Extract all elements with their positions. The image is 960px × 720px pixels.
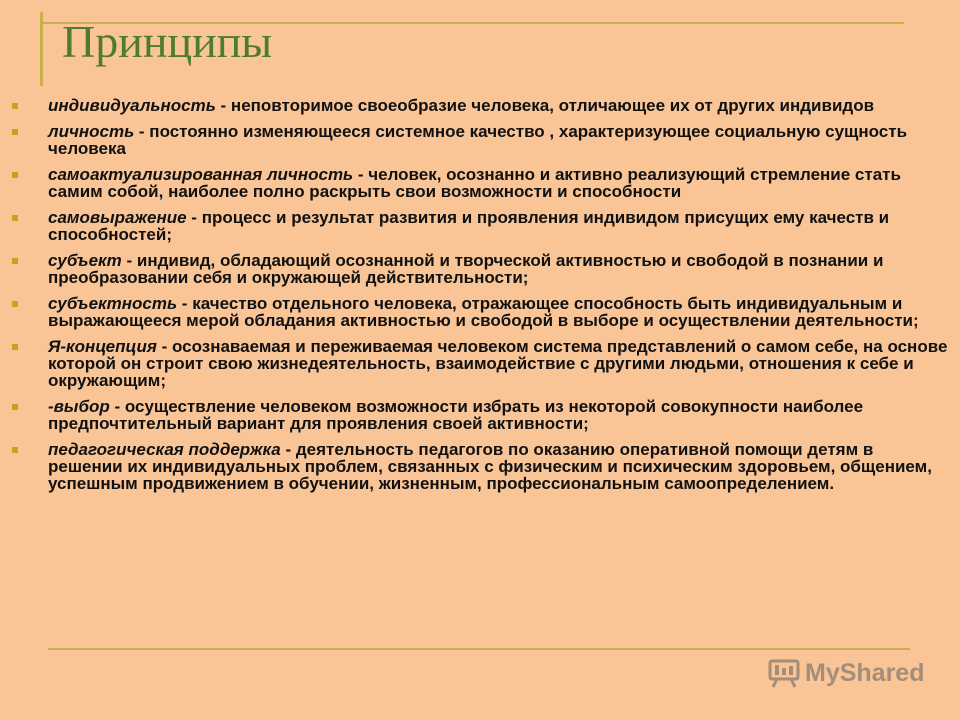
separator: - bbox=[121, 251, 137, 270]
bullet-icon bbox=[12, 344, 18, 350]
term: субъектность bbox=[48, 294, 178, 313]
definition: постоянно изменяющееся системное качество , характеризующее социальную сущность человека bbox=[48, 122, 908, 158]
bullet-icon bbox=[12, 172, 18, 178]
presentation-board-icon bbox=[767, 658, 801, 688]
list-item bbox=[0, 209, 948, 243]
list-item bbox=[0, 398, 948, 432]
list-item bbox=[0, 338, 948, 389]
bullet-icon bbox=[12, 258, 18, 264]
watermark-text: MyShared bbox=[805, 658, 925, 687]
bullet-icon bbox=[12, 129, 18, 135]
list-item bbox=[0, 97, 948, 114]
list-item bbox=[0, 166, 948, 200]
definition: процесс и результат развития и проявления индивидом присущих ему качеств и способностей; bbox=[48, 208, 890, 244]
term: самовыражение bbox=[48, 208, 187, 227]
term: индивидуальность bbox=[48, 96, 216, 115]
bullet-icon bbox=[12, 215, 18, 221]
list-item bbox=[0, 295, 948, 329]
slide-title: Принципы bbox=[62, 16, 273, 67]
term: самоактуализированная личность bbox=[48, 165, 354, 184]
separator: - bbox=[186, 208, 202, 227]
separator: - bbox=[109, 397, 125, 416]
bullet-icon bbox=[12, 301, 18, 307]
definition: осуществление человеком возможности избрать из некоторой совокупности наиболее предпочтительный вариант для проявления своей активности; bbox=[48, 397, 864, 433]
term: Я-концепция bbox=[48, 337, 157, 356]
bullet-icon bbox=[12, 404, 18, 410]
principles-list bbox=[0, 97, 948, 501]
definition: деятельность педагогов по оказанию оперативной помощи детям в решении их индивидуальных проблем, связанных с физическим и психическим здоровьем, общением, успешным продвижением в обучении, жизненным, профессиональным самоопределением. bbox=[48, 440, 932, 493]
list-item bbox=[0, 441, 948, 492]
separator: - bbox=[215, 96, 231, 115]
separator: - bbox=[177, 294, 193, 313]
term: личность bbox=[48, 122, 135, 141]
definition: осознаваемая и переживаемая человеком система представлений о самом себе, на основе которой он строит свою жизнедеятельность, взаимодействие с другими людьми, отношения к себе и окружающим; bbox=[48, 337, 948, 390]
definition: человек, осознанно и активно реализующий стремление стать самим собой, наиболее полно раскрыть свои возможности и способности bbox=[48, 165, 901, 201]
term: педагогическая поддержка bbox=[48, 440, 281, 459]
separator: - bbox=[156, 337, 172, 356]
term: субъект bbox=[48, 251, 122, 270]
decorative-bottom-line bbox=[48, 648, 910, 650]
list-item bbox=[0, 252, 948, 286]
term: -выбор bbox=[48, 397, 110, 416]
definition: качество отдельного человека, отражающее способность быть индивидуальным и выражающееся мерой обладания активностью и свободой в выборе и осуществлении деятельности; bbox=[48, 294, 919, 330]
list-item bbox=[0, 123, 948, 157]
definition: неповторимое своеобразие человека, отличающее их от других индивидов bbox=[230, 96, 875, 115]
bullet-icon bbox=[12, 447, 18, 453]
separator: - bbox=[353, 165, 369, 184]
separator: - bbox=[134, 122, 150, 141]
bullet-icon bbox=[12, 103, 18, 109]
definition: индивид, обладающий осознанной и творческой активностью и свободой в познании и преобразовании себя и окружающей действительности; bbox=[48, 251, 884, 287]
separator: - bbox=[280, 440, 296, 459]
watermark-logo bbox=[767, 657, 924, 689]
